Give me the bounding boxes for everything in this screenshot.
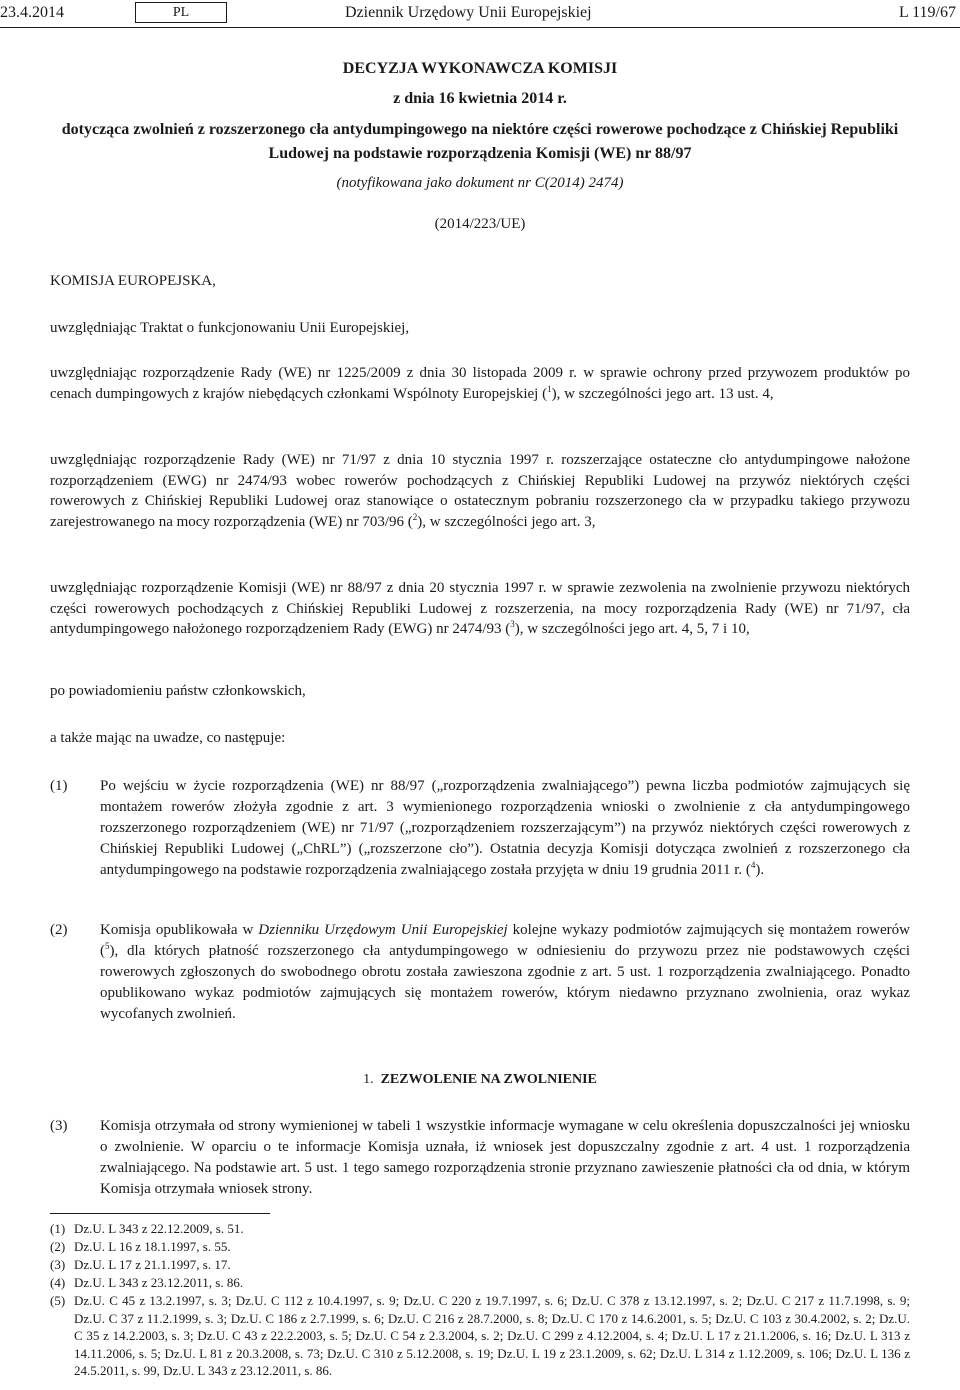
footnote-2 (50, 1238, 910, 1256)
citation-regulation-71-97: uwzględniając rozporządzenie Rady (WE) nr 71/97 z dnia 10 stycznia 1997 r. rozszerzające ostateczne cło antydumpingowe nałożone rozporządzeniem (EWG) nr 2474/93 wobec rowerów pochodzących z Chińskiej Republiki Ludowej na przywóz niektórych części rowerowych z Chińskiej Republiki Ludowej oraz stanowiące o ostatecznym pobraniu rozszerzonego cła w przypadku takiego przywozu zarejestrowanego na mocy rozporządzenia (WE) nr 703/96 ($^2$), w szczególności jego art. 3, (50, 452, 910, 530)
citation-regulation-1225: uwzględniając rozporządzenie Rady (WE) nr 1225/2009 z dnia 30 listopada 2009 r. w sprawie ochrony przed przywozem produktów po cenach dumpingowych z krajów niebędących członkami Wspólnoty Europejskiej ($^1$), w szczególności jego art. 13 ust. 4, (50, 365, 910, 402)
footnote-number: (5) (50, 1293, 66, 1308)
section-title: ZEZWOLENIE NA ZWOLNIENIE (380, 1072, 597, 1087)
recital-text: Po wejściu w życie rozporządzenia (WE) nr 88/97 („rozporządzenia zwalniającego”) pewna liczba podmiotów zajmujących się montażem rowerów złożyła zgodnie z art. 3 wymienionego rozporządzenia wnioski o zwolnienie z cła antydumpingowego rozszerzonego rozporządzeniem (WE) nr 71/97 („rozporządzeniem rozszerzającym”) na przywóz niektórych części rowerowych z Chińskiej Republiki Ludowej („ChRL”) („rozszerzone cło”). Ostatnia decyzja Komisji dotycząca zwolnień z rozszerzonego cła antydumpingowego na podstawie rozporządzenia zwalniającego została przyjęta w dniu 19 grudnia 2011 r. ($^4$). (100, 778, 910, 878)
citation-treaty: uwzględniając Traktat o funkcjonowaniu Unii Europejskiej, (50, 320, 410, 336)
footnote-text: Dz.U. L 343 z 22.12.2009, s. 51. (74, 1221, 244, 1236)
recital-2 (50, 920, 910, 1025)
document-heading: DECYZJA WYKONAWCZA KOMISJI (342, 60, 618, 77)
consultation-line: po powiadomieniu państw członkowskich, (50, 683, 306, 699)
footnote-number: (4) (50, 1275, 66, 1290)
footnote-1 (50, 1220, 910, 1238)
footnote-4 (50, 1274, 910, 1292)
footnote-number: (3) (50, 1257, 66, 1272)
recital-text: Komisja otrzymała od strony wymienionej w tabeli 1 wszystkie informacje wymagane w celu określenia dopuszczalności jej wniosku o zwolnienie. W oparciu o te informacje Komisja uznała, iż wniosek jest dopuszczalny zgodnie z art. 4 ust. 1 rozporządzenia zwalniającego. Na podstawie art. 5 ust. 1 tego samego rozporządzenia stronie przyznano zawieszenie płatności cła od dnia, w którym Komisja otrzymała wniosek strony. (100, 1118, 910, 1197)
recital-number: (1) (50, 778, 68, 794)
document-date: z dnia 16 kwietnia 2014 r. (393, 90, 567, 107)
recital-1 (50, 776, 910, 881)
recital-3 (50, 1116, 910, 1200)
publication-date: 23.4.2014 (0, 4, 64, 21)
footnote-ref[interactable]: 3 (510, 619, 515, 629)
whereas-line: a także mając na uwadze, co następuje: (50, 730, 286, 746)
recital-number: (3) (50, 1118, 68, 1134)
footnote-5 (50, 1292, 910, 1380)
section-number: 1. (363, 1072, 374, 1087)
footnote-ref[interactable]: 2 (412, 511, 418, 522)
recital-number: (2) (50, 922, 68, 938)
notification-line: (notyfikowana jako dokument nr C(2014) 2474) (336, 175, 624, 191)
footnote-text: Dz.U. L 17 z 21.1.1997, s. 17. (74, 1257, 231, 1272)
institution-line: KOMISJA EUROPEJSKA, (50, 273, 216, 289)
footnote-text: Dz.U. L 343 z 23.12.2011, s. 86. (74, 1275, 244, 1290)
document-subject: dotycząca zwolnień z rozszerzonego cła antydumpingowego na niektóre części rowerowe pochodzące z Chińskiej Republiki Ludowej na podstawie rozporządzenia Komisji (WE) nr 88/97 (61, 121, 899, 162)
language-badge: PL (135, 2, 227, 23)
footnote-text: Dz.U. L 16 z 18.1.1997, s. 55. (74, 1239, 231, 1254)
footnote-3 (50, 1256, 910, 1274)
journal-name: Dziennik Urzędowy Unii Europejskiej (345, 4, 592, 21)
citation-regulation-88-97: uwzględniając rozporządzenie Komisji (WE) nr 88/97 z dnia 20 stycznia 1997 r. w sprawie zezwolenia na zwolnienie przywozu niektórych części rowerowych pochodzących z Chińskiej Republiki Ludowej z rozszerzenia, na mocy rozporządzenia Rady (WE) nr 71/97, cła antydumpingowego nałożonego rozporządzeniem Rady (EWG) nr 2474/93 ($^3$), w szczególności jego art. 4, 5, 7 i 10, (50, 580, 910, 637)
footnote-ref[interactable]: 4 (750, 860, 756, 870)
header-divider (0, 27, 960, 28)
footnote-ref[interactable]: 5 (105, 941, 110, 951)
footnote-number: (2) (50, 1239, 66, 1254)
issue-number: L 119/67 (898, 4, 956, 21)
recital-text: Komisja opublikowała w Dzienniku Urzędowym Unii Europejskiej kolejne wykazy podmiotów zajmujących się montażem rowerów ($^5$), dla których płatność rozszerzonego cła antydumpingowego w odniesieniu do przywozu przez nie podstawowych części rowerowych zgłoszonych do swobodnego obrotu została zawieszona zgodnie z art. 5 ust. 1 rozporządzenia zwalniającego. Ponadto opublikowano wykaz podmiotów zajmujących się montażem rowerów, którym niedawno przyznano zwolnienia, oraz wykaz wycofanych zwolnień. (100, 922, 910, 1022)
footnote-divider (50, 1213, 270, 1214)
page-header (0, 0, 960, 26)
footnote-ref[interactable]: 1 (547, 383, 552, 394)
footnote-text: Dz.U. C 45 z 13.2.1997, s. 3; Dz.U. C 112 z 10.4.1997, s. 9; Dz.U. C 220 z 19.7.1997, s. 6; Dz.U. C 378 z 13.12.1997, s. 2; Dz.U. C 217 z 11.7.1998, s. 9; Dz.U. C 37 z 11.2.1999, s. 3; Dz.U. C 186 z 2.7.1999, s. 6; Dz.U. C 216 z 28.7.2000, s. 8; Dz.U. C 170 z 14.6.2001, s. 5; Dz.U. C 103 z 30.4.2002, s. 2; Dz.U. C 35 z 14.2.2003, s. 3; Dz.U. C 43 z 22.2.2003, s. 5; Dz.U. C 54 z 2.3.2004, s. 2; Dz.U. C 299 z 4.12.2004, s. 4; Dz.U. L 17 z 21.1.2006, s. 16; Dz.U. L 313 z 14.11.2006, s. 5; Dz.U. L 81 z 20.3.2008, s. 73; Dz.U. C 310 z 5.12.2008, s. 19; Dz.U. L 19 z 23.1.2009, s. 62; Dz.U. L 314 z 1.12.2009, s. 106; Dz.U. L 136 z 24.5.2011, s. 99, Dz.U. L 343 z 23.12.2011, s. 86. (74, 1293, 910, 1378)
footnote-number: (1) (50, 1221, 66, 1236)
journal-title-italic: Dzienniku Urzędowym Unii Europejskiej (258, 922, 508, 938)
document-reference: (2014/223/UE) (434, 216, 526, 232)
section-heading (0, 1072, 960, 1088)
